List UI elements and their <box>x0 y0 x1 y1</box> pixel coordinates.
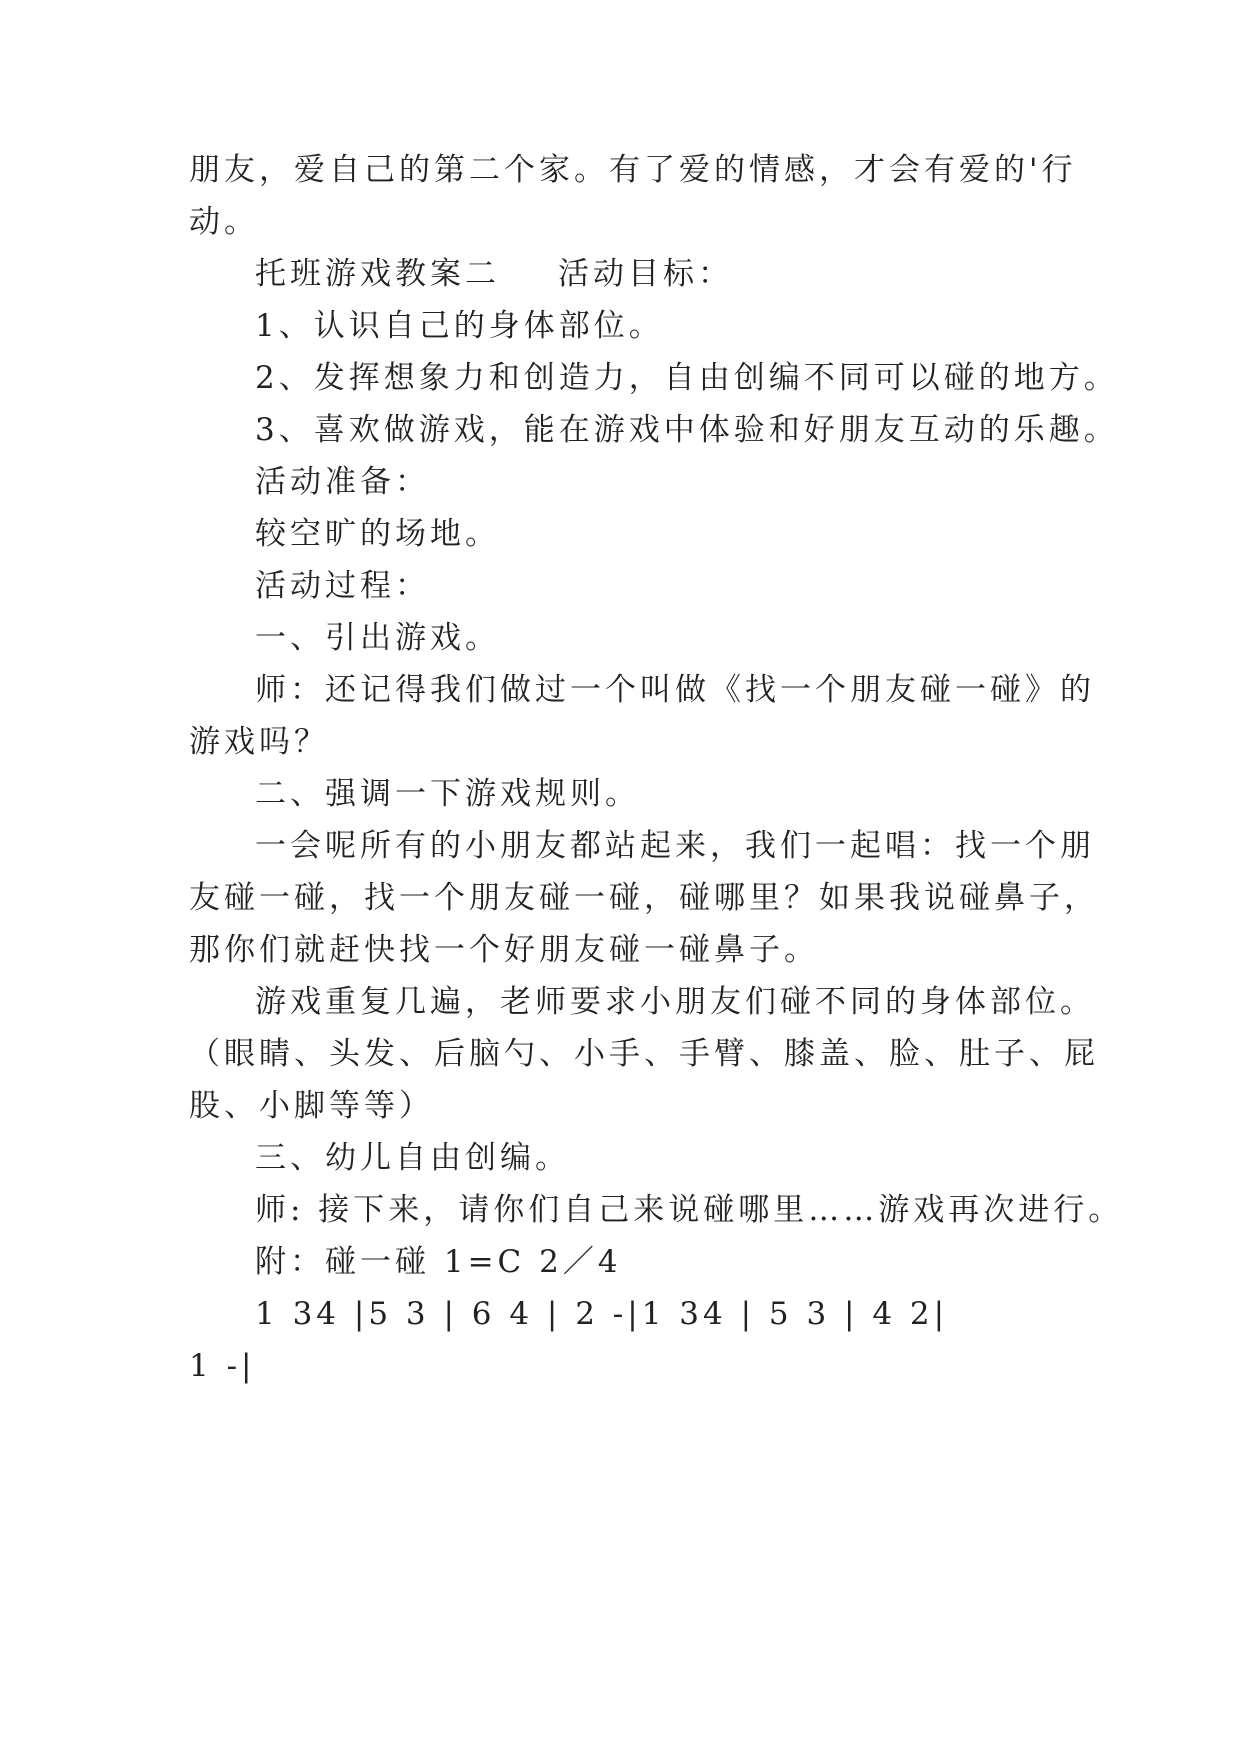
section-heading-line <box>255 254 733 294</box>
music-notation-line: 1 -| <box>189 1348 256 1384</box>
step-3-heading: 三、幼儿自由创编。 <box>255 1140 570 1176</box>
step-2-heading: 二、强调一下游戏规则。 <box>255 776 640 812</box>
preparation-heading: 活动准备： <box>255 464 430 500</box>
music-notation-line: 1 34 |5 3 | 6 4 | 2 -|1 34 | 5 3 | 4 2| <box>255 1296 949 1332</box>
paragraph-line: 动。 <box>189 204 259 240</box>
paragraph-line: 师：还记得我们做过一个叫做《找一个朋友碰一碰》的 <box>255 672 1095 708</box>
paragraph-line: 股、小脚等等） <box>189 1088 434 1124</box>
paragraph-line: 那你们就赶快找一个好朋友碰一碰鼻子。 <box>189 932 819 968</box>
section-title: 托班游戏教案二 <box>255 256 500 292</box>
process-heading: 活动过程： <box>255 568 430 604</box>
activity-goals-heading: 活动目标： <box>558 256 733 292</box>
song-header: 附：碰一碰 1=C 2／4 <box>255 1244 622 1280</box>
preparation-text: 较空旷的场地。 <box>255 516 500 552</box>
goal-item-3: 3、喜欢做游戏，能在游戏中体验和好朋友互动的乐趣。 <box>255 412 1119 448</box>
paragraph-line: 友碰一碰，找一个朋友碰一碰，碰哪里？如果我说碰鼻子， <box>189 880 1099 916</box>
paragraph-line: 朋友，爱自己的第二个家。有了爱的情感，才会有爱的'行 <box>189 152 1077 188</box>
paragraph-line: 师: 接下来，请你们自己来说碰哪里……游戏再次进行。 <box>255 1192 1124 1228</box>
goal-item-2: 2、发挥想象力和创造力，自由创编不同可以碰的地方。 <box>255 360 1119 396</box>
goal-item-1: 1、认识自己的身体部位。 <box>255 308 664 344</box>
paragraph-line: 游戏吗？ <box>189 724 329 760</box>
paragraph-line: （眼睛、头发、后脑勺、小手、手臂、膝盖、脸、肚子、屁 <box>189 1036 1099 1072</box>
paragraph-line: 一会呢所有的小朋友都站起来，我们一起唱：找一个朋 <box>255 828 1095 864</box>
paragraph-line: 游戏重复几遍，老师要求小朋友们碰不同的身体部位。 <box>255 984 1095 1020</box>
step-1-heading: 一、引出游戏。 <box>255 620 500 656</box>
